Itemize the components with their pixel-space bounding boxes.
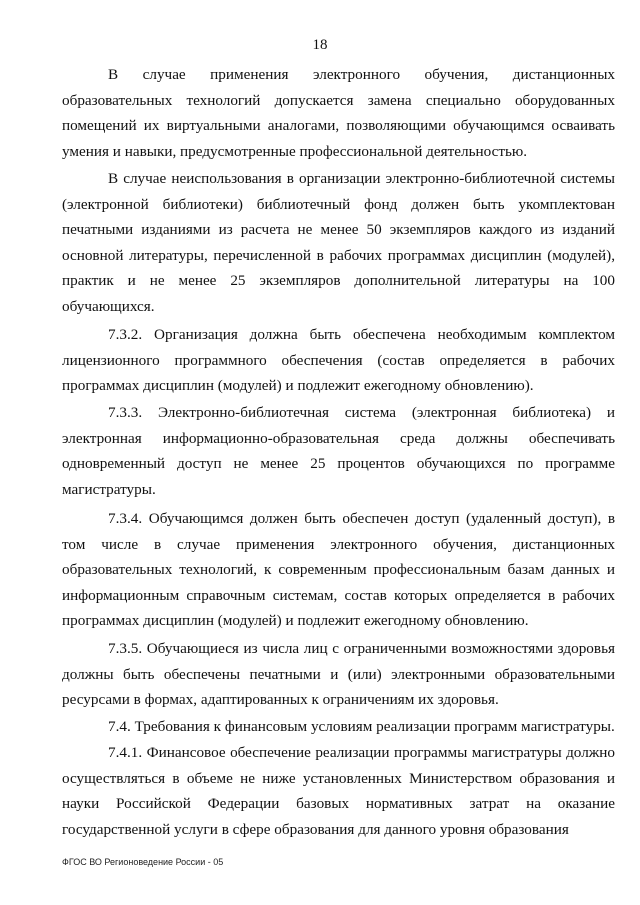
paragraph-virtual-analogs: В случае применения электронного обучения, дистанционных образовательных технологий допускается замена специально оборудованных помещений их виртуальными аналогами, позволяющими обучающимся осваивать умения и навыки, предусмотренные профессиональной деятельностью. [62,66,615,160]
paragraph-7-3-4: 7.3.4. Обучающимся должен быть обеспечен доступ (удаленный доступ), в том числе в случае применения электронного обучения, дистанционных образовательных технологий, к современным профессиональным базам данных и информационным справочным системам, состав которых определяется в рабочих программах дисциплин (модулей) и подлежит ежегодному обновлению. [62,510,615,630]
document-body [62,62,615,164]
document-body-7-3-3 [62,400,615,502]
document-body-7-3-2 [62,322,615,399]
paragraph-7-4-1: 7.4.1. Финансовое обеспечение реализации программы магистратуры должно осуществляться в объеме не ниже установленных Министерством образования и науки Российской Федерации базовых нормативных затрат на оказание государственной услуги в сфере образования для данного уровня образования [62,744,615,838]
paragraph-7-3-5: 7.3.5. Обучающиеся из числа лиц с ограниченными возможностями здоровья должны быть обеспечены печатными и (или) электронными образовательными ресурсами в формах, адаптированных к ограничениям их здоровья. [62,640,615,709]
paragraph-7-3-2: 7.3.2. Организация должна быть обеспечена необходимым комплектом лицензионного программного обеспечения (состав определяется в рабочих программах дисциплин (модулей) и подлежит ежегодному обновлению). [62,326,615,395]
document-body-7-4-1 [62,740,615,842]
page-number: 18 [312,37,328,53]
document-footer: ФГОС ВО Регионоведение России - 05 [62,857,224,867]
paragraph-7-4-heading: 7.4. Требования к финансовым условиям реализации программ магистратуры. [108,718,615,735]
document-body-7-3-5 [62,636,615,713]
document-body-library [62,166,615,320]
paragraph-7-3-3: 7.3.3. Электронно-библиотечная система (электронная библиотека) и электронная информационно-образовательная среда должны обеспечивать одновременный доступ не менее 25 процентов обучающихся по программе магистратуры. [62,404,615,498]
paragraph-library-fund: В случае неиспользования в организации электронно-библиотечной системы (электронной библиотеки) библиотечный фонд должен быть укомплектован печатными изданиями из расчета не менее 50 экземпляров каждого из изданий основной литературы, перечисленной в рабочих программах дисциплин (модулей), практик и не менее 25 экземпляров дополнительной литературы на 100 обучающихся. [62,170,615,315]
document-body-7-3-4 [62,506,615,634]
document-body-7-4 [62,714,615,740]
